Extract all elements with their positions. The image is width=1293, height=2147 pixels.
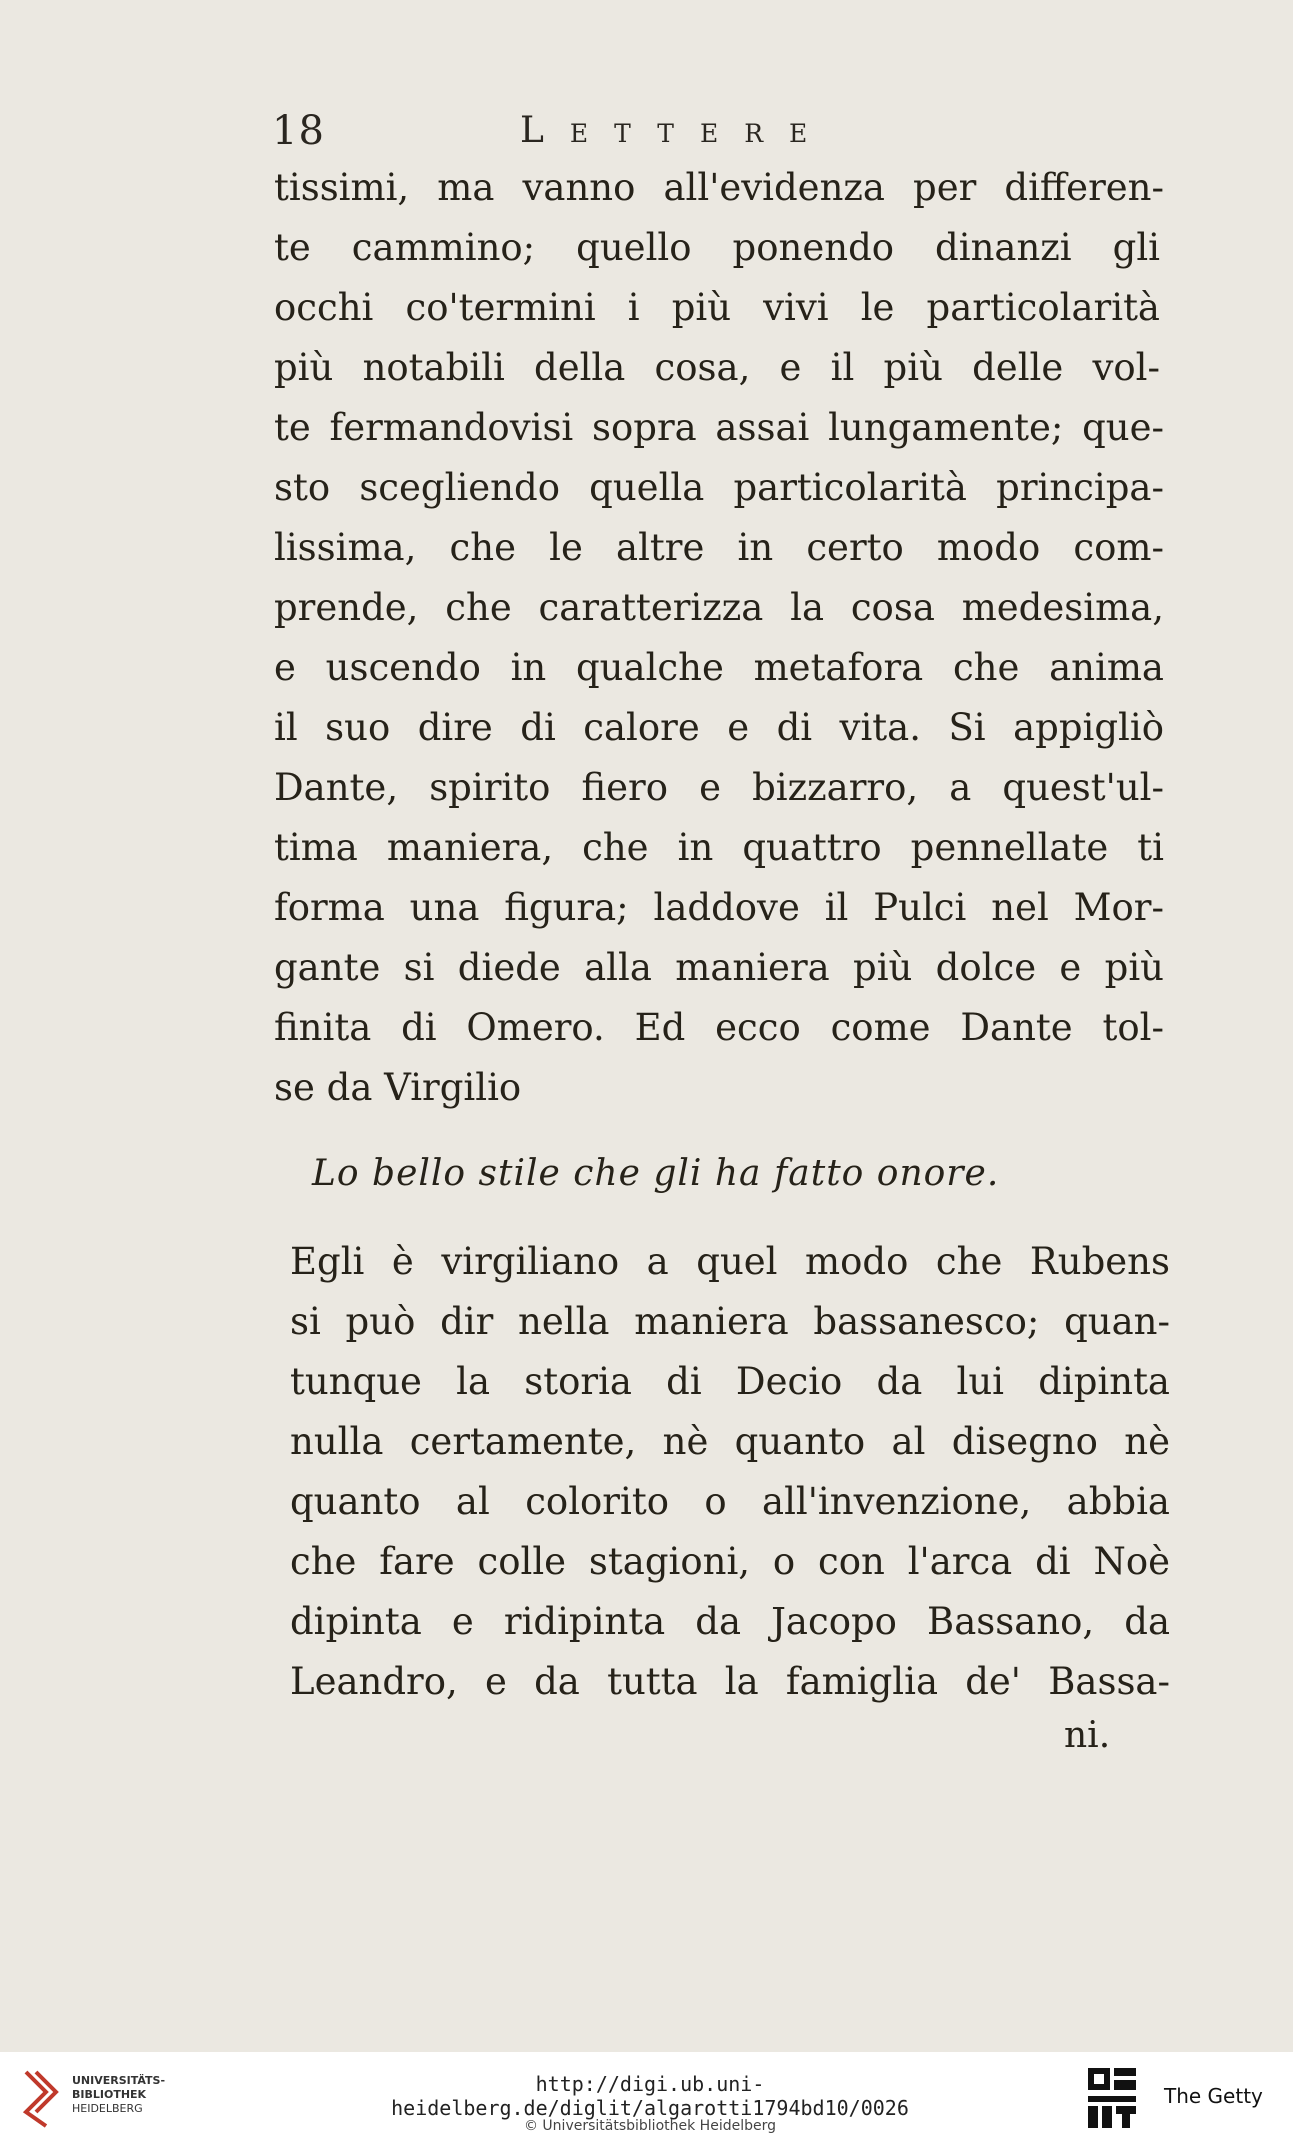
text-line: te cammino; quello ponendo dinanzi gli [274,226,1160,269]
text-line: Dante, spirito fiero e bizzarro, a quest'ul- [274,766,1164,809]
library-name-line: BIBLIOTHEK [72,2088,147,2101]
text-line: tunque la storia di Decio da lui dipinta [290,1360,1170,1403]
running-title: Lettere [520,110,834,151]
text-line: il suo dire di calore e di vita. Si appigliò [274,706,1164,749]
page-number: 18 [272,108,325,154]
text-line: se da Virgilio [274,1066,522,1109]
university-library-logo-icon [16,2066,64,2130]
text-line: prende, che caratterizza la cosa medesima, [274,586,1164,629]
text-line: tima maniera, che in quattro pennellate ti [274,826,1164,869]
text-line: quanto al colorito o all'invenzione, abbia [290,1480,1170,1523]
text-line: nulla certamente, nè quanto al disegno nè [290,1420,1170,1463]
text-line: occhi co'termini i più vivi le particolarità [274,286,1160,329]
viewer-footer [0,2052,1293,2147]
text-line: tissimi, ma vanno all'evidenza per differen- [274,166,1164,209]
verse-quotation: Lo bello stile che gli ha fatto onore. [312,1153,1000,1194]
library-name [72,2074,165,2116]
text-line: te fermandovisi sopra assai lungamente; que- [274,406,1164,449]
library-name-line: HEIDELBERG [72,2102,143,2115]
text-line: che fare colle stagioni, o con l'arca di Noè [290,1540,1170,1583]
text-line: Leandro, e da tutta la famiglia de' Bassa- [290,1660,1170,1703]
text-line: forma una figura; laddove il Pulci nel Mor- [274,886,1164,929]
permalink-url[interactable]: http://digi.ub.uni-heidelberg.de/diglit/algarotti1794bd10/0026 [391,2072,909,2120]
text-line: finita di Omero. Ed ecco come Dante tol- [274,1006,1164,1049]
text-line: e uscendo in qualche metafora che anima [274,646,1164,689]
text-line: si può dir nella maniera bassanesco; quan- [290,1300,1170,1343]
getty-logo-icon [1086,2066,1138,2130]
library-name-line: UNIVERSITÄTS- [72,2074,166,2087]
text-line: gante si diede alla maniera più dolce e più [274,946,1164,989]
text-line: sto scegliendo quella particolarità principa- [274,466,1164,509]
text-line: Egli è virgiliano a quel modo che Rubens [290,1240,1170,1283]
partner-name: The Getty [1164,2084,1263,2108]
text-line: dipinta e ridipinta da Jacopo Bassano, da [290,1600,1170,1643]
text-line: lissima, che le altre in certo modo com- [274,526,1164,569]
catchword: ni. [1064,1715,1111,1756]
text-line: più notabili della cosa, e il più delle vol- [274,346,1160,389]
page-header [272,108,1172,168]
copyright-notice: © Universitätsbibliothek Heidelberg [523,2118,776,2134]
